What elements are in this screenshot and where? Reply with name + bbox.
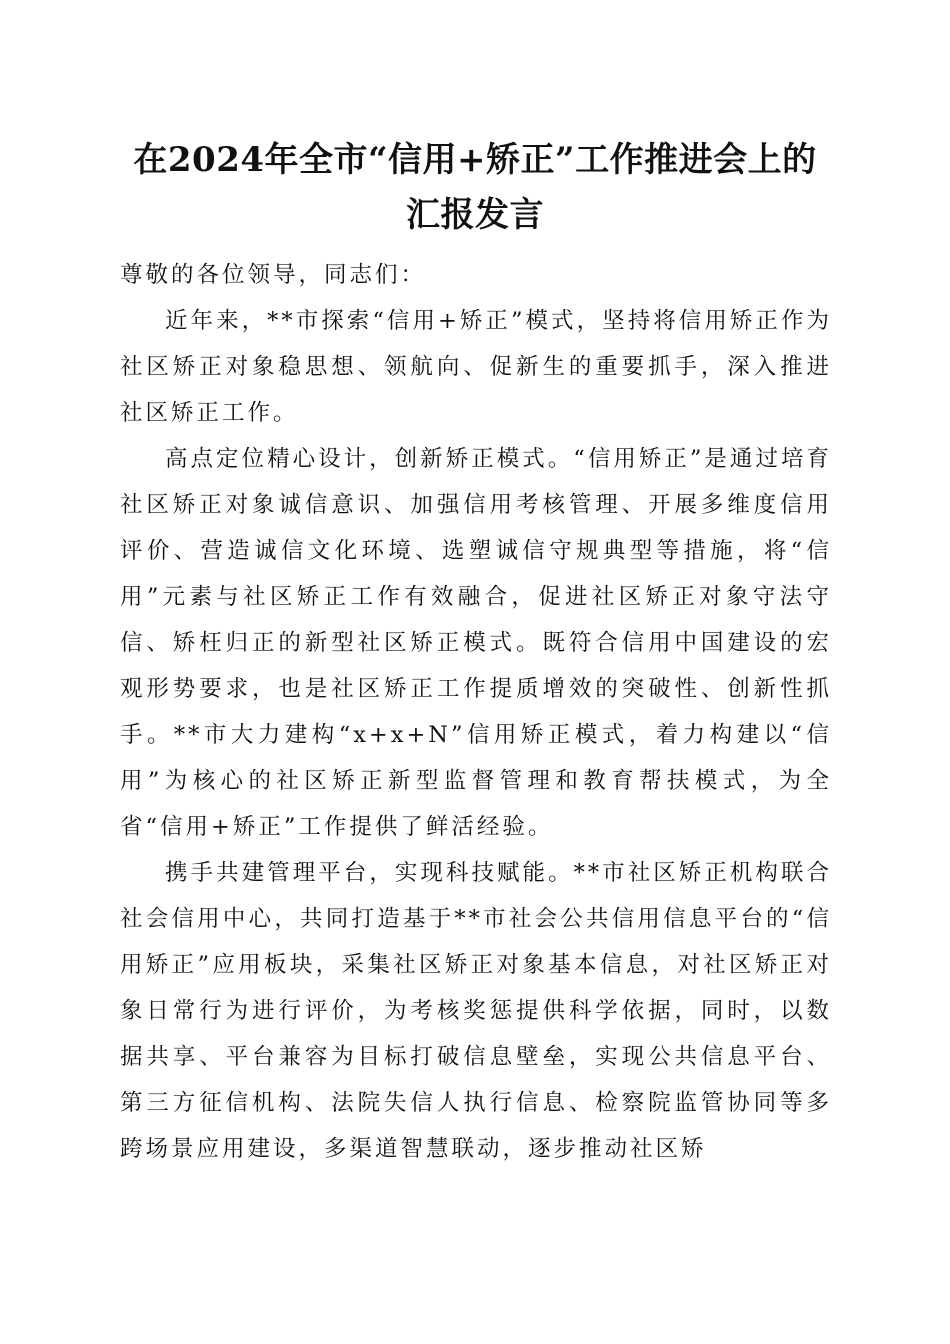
paragraph-platform: 携手共建管理平台，实现科技赋能。**市社区矫正机构联合社会信用中心，共同打造基于**市社会公共信用信息平台的“信用矫正”应用板块，采集社区矫正对象基本信息，对社区矫正对象日常行为进行评价，为考核奖惩提供科学依据，同时，以数据共享、平台兼容为目标打破信息壁垒，实现公共信息平台、第三方征信机构、法院失信人执行信息、检察院监管协同等多跨场景应用建设，多渠道智慧联动，逐步推动社区矫 (120, 860, 832, 1162)
document-body (120, 252, 832, 1172)
document-title (100, 133, 850, 243)
paragraph-intro: 近年来，**市探索“信用+矫正”模式，坚持将信用矫正作为社区矫正对象稳思想、领航向、促新生的重要抓手，深入推进社区矫正工作。 (120, 308, 832, 426)
salutation: 尊敬的各位领导，同志们： (120, 262, 427, 288)
title-line-1: 在2024年全市“信用+矫正”工作推进会上的 (133, 140, 817, 180)
title-line-2: 汇报发言 (406, 195, 544, 235)
paragraph-positioning: 高点定位精心设计，创新矫正模式。“信用矫正”是通过培育社区矫正对象诚信意识、加强信用考核管理、开展多维度信用评价、营造诚信文化环境、选塑诚信守规典型等措施，将“信用”元素与社区矫正工作有效融合，促进社区矫正对象守法守信、矫枉归正的新型社区矫正模式。既符合信用中国建设的宏观形势要求，也是社区矫正工作提质增效的突破性、创新性抓手。**市大力建构“x+x+N”信用矫正模式，着力构建以“信用”为核心的社区矫正新型监督管理和教育帮扶模式，为全省“信用+矫正”工作提供了鲜活经验。 (120, 446, 832, 840)
